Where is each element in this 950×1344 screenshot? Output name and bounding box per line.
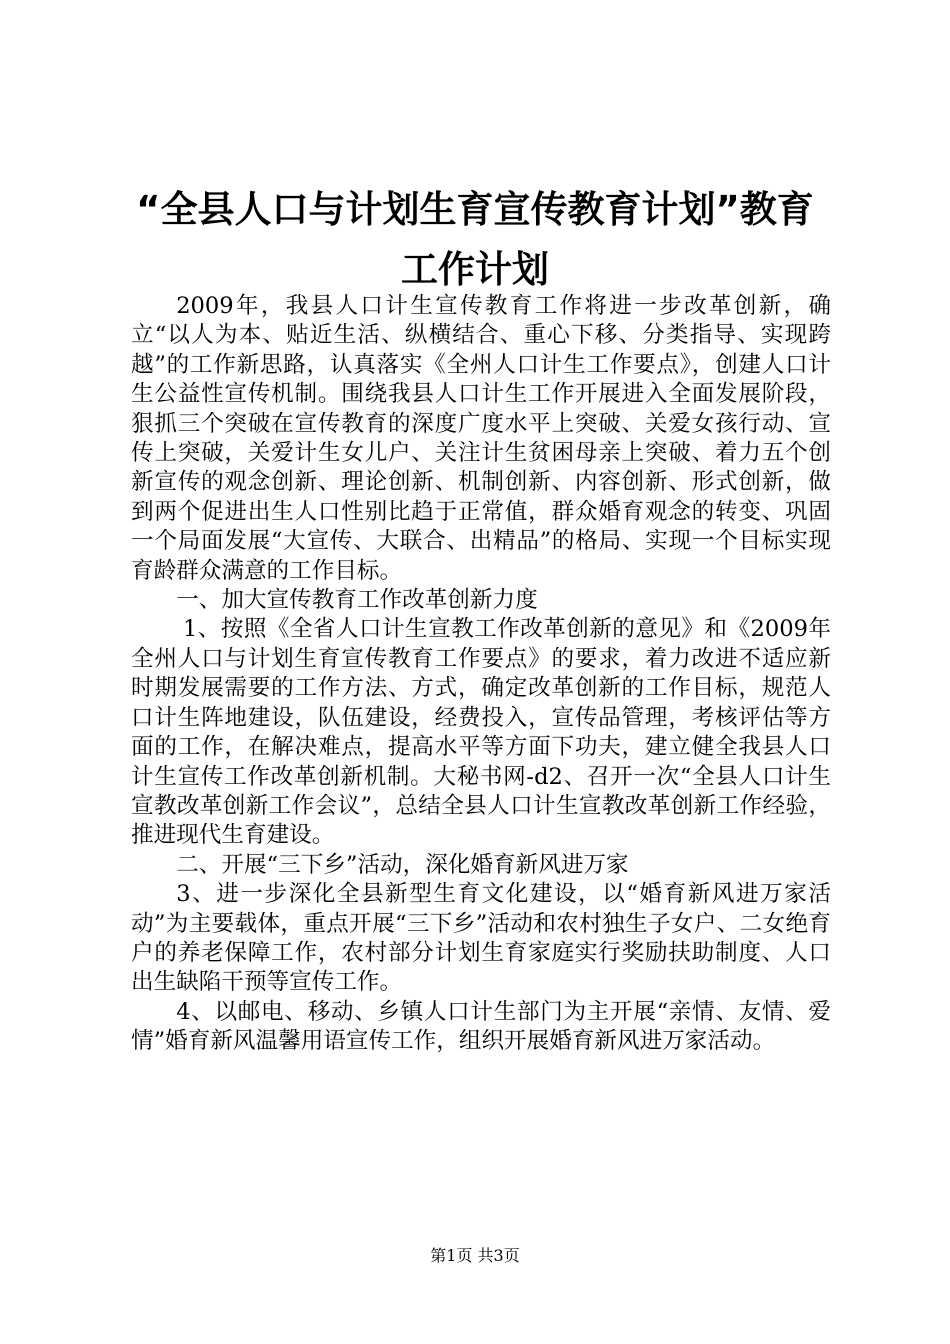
document-title: “全县人口与计划生育宣传教育计划”教育工作计划 (136, 188, 814, 291)
section-heading-2: 二、开展“三下乡”活动，深化婚育新风进万家 (176, 851, 629, 878)
section-heading-1: 一、加大宣传教育工作改革创新力度 (176, 587, 538, 614)
document-body (131, 292, 831, 1057)
intro-paragraph: 2009年，我县人口计生宣传教育工作将进一步改革创新，确立“以人为本、贴近生活、纵横结合、重心下移、分类指导、实现跨越”的工作新思路，认真落实《全州人口计生工作要点》，创建人口计生公益性宣传机制。围绕我县人口计生工作开展进入全面发展阶段，狠抓三个突破在宣传教育的深度广度水平上突破、关爱女孩行动、宣传上突破，关爱计生女儿户、关注计生贫困母亲上突破、着力五个创新宣传的观念创新、理论创新、机制创新、内容创新、形式创新，做到两个促进出生人口性别比趋于正常值，群众婚育观念的转变、巩固一个局面发展“大宣传、大联合、出精品”的格局、实现一个目标实现育龄群众满意的工作目标。 (131, 293, 831, 584)
item-paragraph-1: 1、按照《全省人口计生宣教工作改革创新的意见》和《2009年全州人口与计划生育宣传教育工作要点》的要求，着力改进不适应新时期发展需要的工作方法、方式，确定改革创新的工作目标，规范人口计生阵地建设，队伍建设，经费投入，宣传品管理，考核评估等方面的工作，在解决难点，提高水平等方面下功夫，建立健全我县人口计生宣传工作改革创新机制。大秘书网-d2、召开一次“全县人口计生宣教改革创新工作会议”，总结全县人口计生宣教改革创新工作经验，推进现代生育建设。 (131, 616, 831, 849)
item-paragraph-3: 3、进一步深化全县新型生育文化建设，以“婚育新风进万家活动”为主要载体，重点开展“三下乡”活动和农村独生子女户、二女绝育户的养老保障工作，农村部分计划生育家庭实行奖励扶助制度、人口出生缺陷干预等宣传工作。 (131, 881, 831, 996)
page-number-footer: 第1页 共3页 (430, 1246, 520, 1265)
item-paragraph-4: 4、以邮电、移动、乡镇人口计生部门为主开展“亲情、友情、爱情”婚育新风温馨用语宣传工作，组织开展婚育新风进万家活动。 (131, 998, 831, 1055)
